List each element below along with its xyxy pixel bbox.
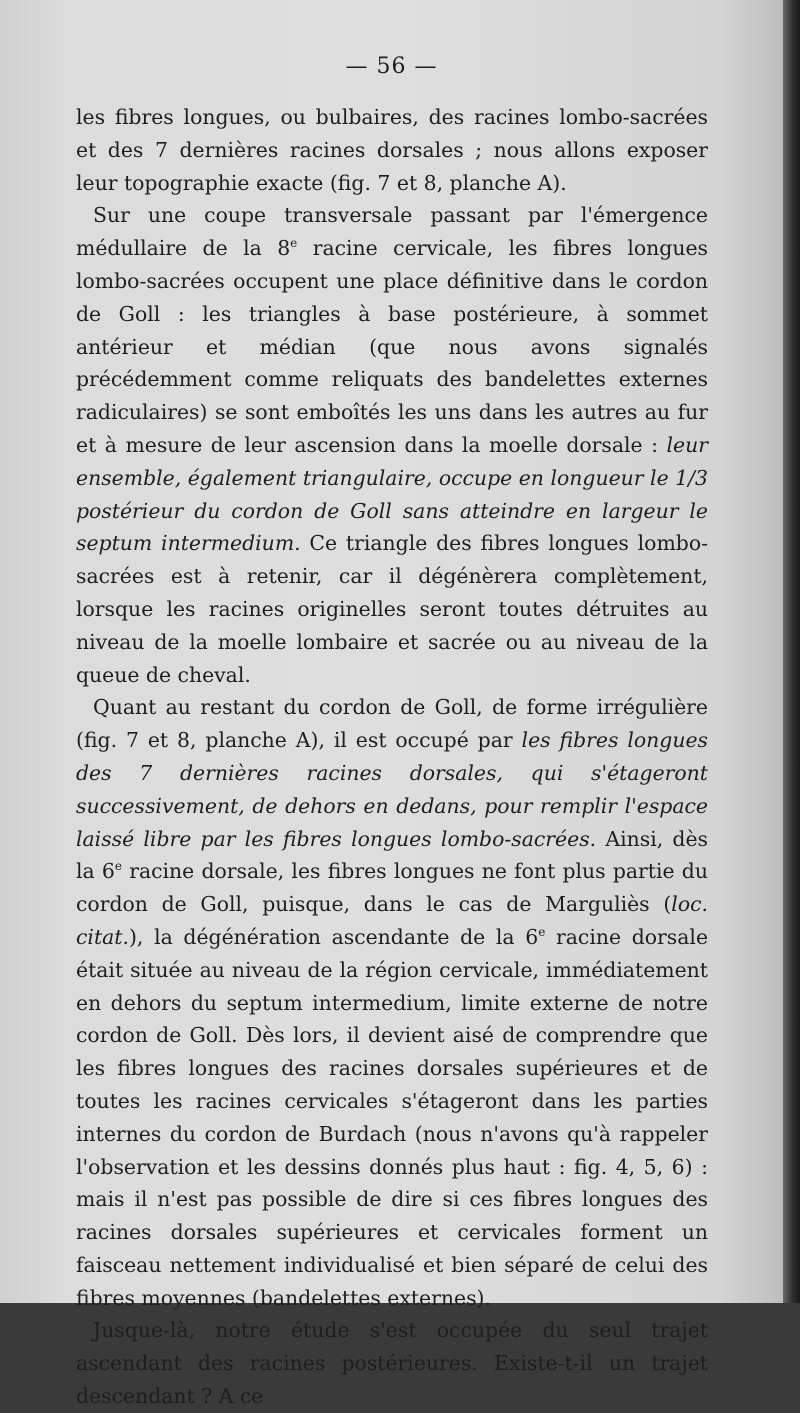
text-run: ), la dégénération ascendante de la 6 bbox=[128, 924, 539, 949]
page-edge-shadow bbox=[783, 0, 800, 1303]
page-number: — 56 — bbox=[345, 54, 438, 79]
superscript: e bbox=[290, 236, 298, 251]
text-run: Jusque-là, notre étude s'est occupée du seul trajet ascendant des racines postérieures. Existe-t-il un trajet descendant ? A ce bbox=[76, 1318, 708, 1409]
superscript: e bbox=[114, 859, 122, 874]
italic-run: leur ensemble, également triangulaire, occupe en longueur le 1/3 postérieur du cordon de Goll sans atteindre en largeur le septum intermedium. bbox=[76, 432, 708, 556]
body-text bbox=[76, 101, 708, 1413]
paragraph-2 bbox=[76, 199, 708, 691]
text-run: Ce triangle des fibres longues lombo-sacrées est à retenir, car il dégénèrera complètement, lorsque les racines originelles seront toutes détruites au niveau de la moelle lombaire et sacrée ou au niveau de la queue de cheval. bbox=[76, 531, 708, 687]
italic-run: loc. citat. bbox=[76, 892, 708, 949]
italic-run: les fibres longues des 7 dernières racines dorsales, qui s'étageront successivement, de dehors en dedans, pour remplir l'espace laissé libre par les fibres longues lombo-sacrées. bbox=[76, 728, 708, 851]
text-run: racine dorsale était située au niveau de la région cervicale, immédiatement en dehors du septum intermedium, limite externe de notre cordon de Goll. Dès lors, il devient aisé de comprendre que les fibres longues des racines dorsales supérieures et de toutes les racines cervicales s'étageront dans les parties internes du cordon de Burdach (nous n'avons qu'à rappeler l'observation et les dessins donnés plus haut : fig. 4, 5, 6) : mais il n'est pas possible de dire si ces fibres longues des racines dorsales supérieures et cervicales forment un faisceau nettement individualisé et bien séparé de celui des fibres moyennes (bandelettes externes). bbox=[76, 924, 709, 1310]
text-run: Ainsi, dès la 6 bbox=[76, 826, 708, 884]
text-run: racine dorsale, les fibres longues ne font plus partie du cordon de Goll, puisque, dans le cas de Marguliès ( bbox=[76, 859, 708, 917]
paragraph-1 bbox=[76, 101, 708, 199]
text-run: racine cervicale, les fibres longues lombo-sacrées occupent une place définitive dans le cordon de Goll : les triangles à base postérieure, à sommet antérieur et médian (que nous avons signalés précédemment comme reliquats des bandelettes externes radiculaires) se sont emboîtés les uns dans les autres au fur et à mesure de leur ascension dans la moelle dorsale : bbox=[76, 236, 708, 457]
paragraph-3 bbox=[76, 691, 708, 1314]
text-run: Quant au restant du cordon de Goll, de forme irrégulière (fig. 7 et 8, planche A), il est occupé par bbox=[76, 695, 708, 753]
superscript: e bbox=[538, 925, 546, 940]
text-run: les fibres longues, ou bulbaires, des racines lombo-sacrées et des 7 dernières racines dorsales ; nous allons exposer leur topographie exacte (fig. 7 et 8, planche A). bbox=[76, 105, 708, 195]
text-run: Sur une coupe transversale passant par l'émergence médullaire de la 8 bbox=[76, 203, 708, 261]
paragraph-4 bbox=[76, 1314, 708, 1412]
